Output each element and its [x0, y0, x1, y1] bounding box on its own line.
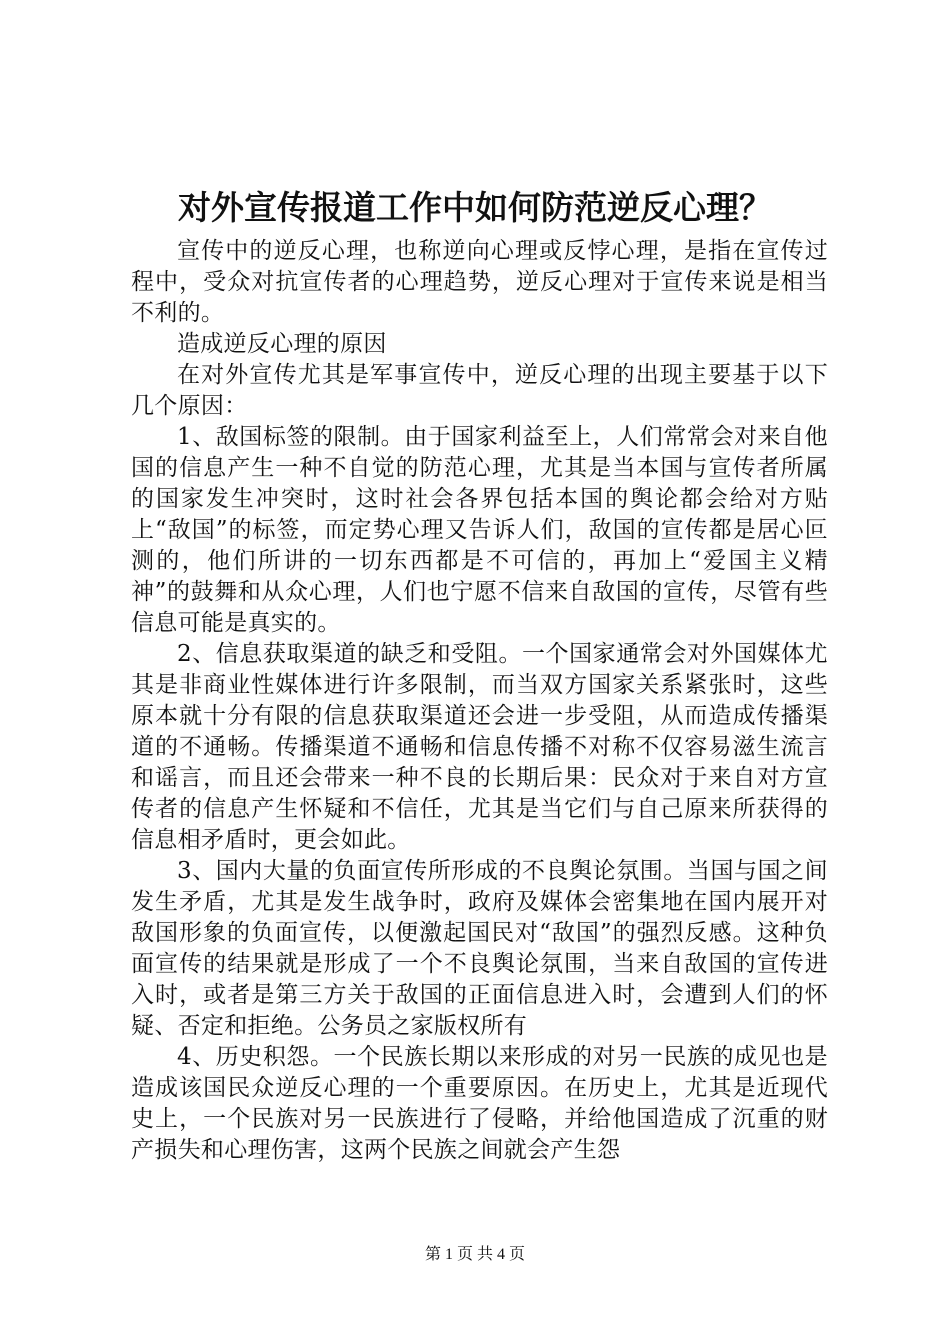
document-body: [131, 236, 828, 1166]
paragraph-cause-1: 1、敌国标签的限制。由于国家利益至上，人们常常会对来自他国的信息产生一种不自觉的防范心理，尤其是当本国与宣传者所属的国家发生冲突时，这时社会各界包括本国的舆论都会给对方贴上“敌国”的标签，而定势心理又告诉人们，敌国的宣传都是居心叵测的，他们所讲的一切东西都是不可信的，再加上“爱国主义精神”的鼓舞和从众心理，人们也宁愿不信来自敌国的宣传，尽管有些信息可能是真实的。: [131, 424, 828, 636]
paragraph-causes-intro: 在对外宣传尤其是军事宣传中，逆反心理的出现主要基于以下几个原因：: [131, 362, 828, 419]
paragraph-cause-2: 2、信息获取渠道的缺乏和受阻。一个国家通常会对外国媒体尤其是非商业性媒体进行许多限制，而当双方国家关系紧张时，这些原本就十分有限的信息获取渠道还会进一步受阻，从而造成传播渠道的不通畅。传播渠道不通畅和信息传播不对称不仅容易滋生流言和谣言，而且还会带来一种不良的长期后果：民众对于来自对方宣传者的信息产生怀疑和不信任，尤其是当它们与自己原来所获得的信息相矛盾时，更会如此。: [131, 641, 828, 853]
paragraph-intro: 宣传中的逆反心理，也称逆向心理或反悖心理，是指在宣传过程中，受众对抗宣传者的心理趋势，逆反心理对于宣传来说是相当不利的。: [131, 238, 828, 326]
paragraph-cause-3: 3、国内大量的负面宣传所形成的不良舆论氛围。当国与国之间发生矛盾，尤其是发生战争时，政府及媒体会密集地在国内展开对敌国形象的负面宣传，以便激起国民对“敌国”的强烈反感。这种负面宣传的结果就是形成了一个不良舆论氛围，当来自敌国的宣传进入时，或者是第三方关于敌国的正面信息进入时，会遭到人们的怀疑、否定和拒绝。公务员之家版权所有: [131, 858, 828, 1039]
page-number-footer: 第 1 页 共 4 页: [424, 1246, 525, 1263]
paragraph-cause-4: 4、历史积怨。一个民族长期以来形成的对另一民族的成见也是造成该国民众逆反心理的一个重要原因。在历史上，尤其是近现代史上，一个民族对另一民族进行了侵略，并给他国造成了沉重的财产损失和心理伤害，这两个民族之间就会产生怨: [131, 1044, 828, 1163]
section-heading-causes: 造成逆反心理的原因: [177, 331, 387, 357]
document-title: 对外宣传报道工作中如何防范逆反心理？: [178, 188, 772, 227]
